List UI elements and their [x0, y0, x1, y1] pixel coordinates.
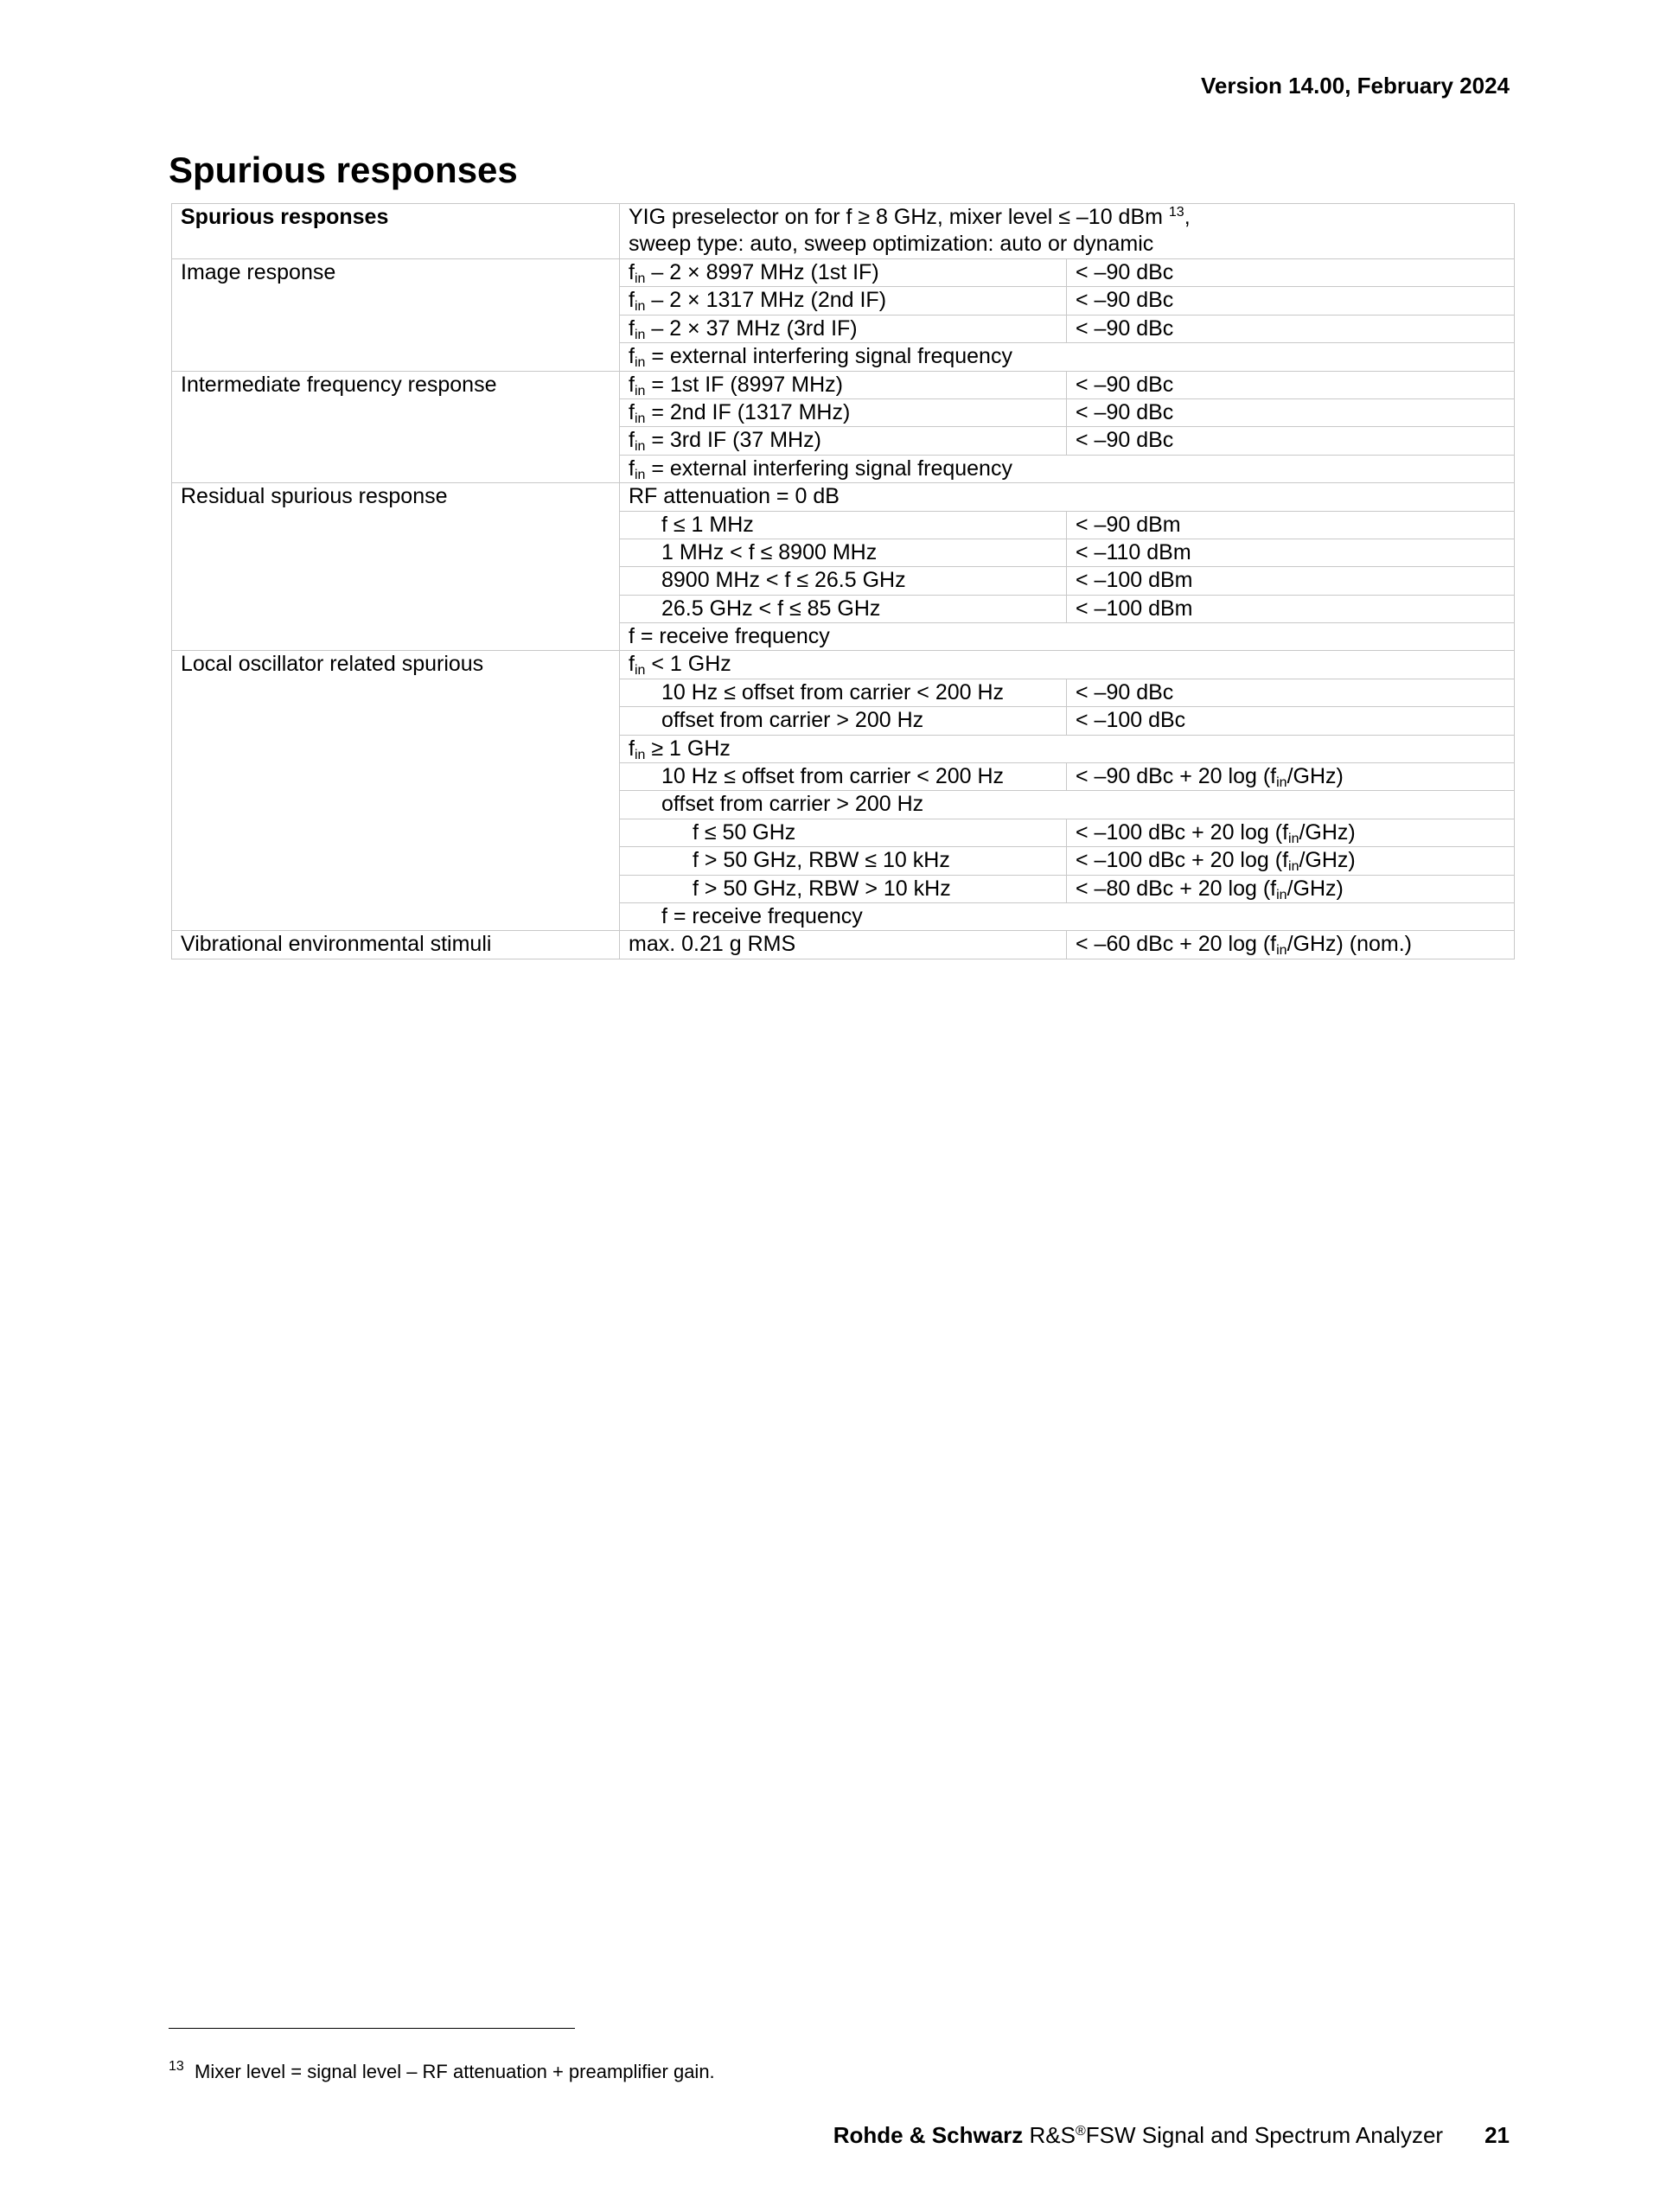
table-row: $f_{in}$ = external interfering signal frequency — [172, 455, 1515, 482]
table-row: Residual spurious response RF attenuation = 0 dB — [172, 483, 1515, 511]
footer-product: FSW Signal and Spectrum Analyzer — [1085, 2122, 1444, 2148]
footnote-text: Mixer level = signal level – RF attenuation + preamplifier gain. — [195, 2061, 715, 2082]
table-row: f ≤ 1 MHz < –90 dBm — [172, 511, 1515, 539]
table-row: f ≤ 50 GHz < –100 dBc + 20 $\log (f_{in}/GHz)$ — [172, 819, 1515, 846]
footnote — [169, 2061, 715, 2083]
table-row: offset from carrier > 200 Hz — [172, 791, 1515, 819]
vibrational-stimuli-label: Vibrational environmental stimuli — [172, 931, 620, 959]
table-row: f > 50 GHz, RBW > 10 kHz < –80 dBc + 20 $\log (f_{in}/GHz)$ — [172, 875, 1515, 902]
table-row: offset from carrier > 200 Hz < –100 dBc — [172, 707, 1515, 735]
footnote-number: 13 — [169, 2059, 184, 2074]
table-row: f > 50 GHz, RBW ≤ 10 kHz < –100 dBc + 20 $\log (f_{in}/GHz)$ — [172, 847, 1515, 875]
table-row: Vibrational environmental stimuli max. 0.21 g RMS < –60 dBc + 20 $\log (f_{in}/GHz)$ (nom.) — [172, 931, 1515, 959]
table-row: 26.5 GHz < f ≤ 85 GHz < –100 dBm — [172, 595, 1515, 622]
page-number: 21 — [1484, 2122, 1510, 2148]
header-label: Spurious responses — [172, 204, 620, 259]
table-row: 10 Hz ≤ offset from carrier < 200 Hz < –90 dBc + 20 $\log (f_{in}/GHz)$ — [172, 763, 1515, 791]
table-row: $f_{in} = 2nd$ IF (1317 MHz) < –90 dBc — [172, 398, 1515, 426]
footnote-separator — [169, 2028, 575, 2029]
table-row: Intermediate frequency response $f_{in} = 1st$ IF (8997 MHz) < –90 dBc — [172, 371, 1515, 398]
table-row: 1 MHz < f ≤ 8900 MHz < –110 dBm — [172, 539, 1515, 566]
table-row: Image response $f_{in} - 2 \times 8997$ MHz (1st IF) < –90 dBc — [172, 259, 1515, 287]
footer-brand: Rohde & Schwarz — [833, 2122, 1024, 2148]
table-row: $f_{in}$ = external interfering signal frequency — [172, 343, 1515, 371]
image-response-label: Image response — [172, 259, 620, 372]
table-row: Local oscillator related spurious $f_{in} < 1$ GHz — [172, 651, 1515, 679]
section-title: Spurious responses — [169, 150, 518, 190]
residual-spurious-label: Residual spurious response — [172, 483, 620, 651]
table-row: f = receive frequency — [172, 623, 1515, 651]
table-row: $f_{in} \ge 1$ GHz — [172, 735, 1515, 762]
table-row: $f_{in} - 2 \times 37$ MHz (3rd IF) < –90 dBc — [172, 315, 1515, 342]
table-row: f = receive frequency — [172, 902, 1515, 930]
spurious-responses-table — [171, 203, 1515, 959]
header-conditions: YIG preselector on for f ≥ 8 GHz, mixer level ≤ –10 dBm $^{13}$, sweep type: auto, sweep optimization: auto or dynamic — [620, 204, 1515, 259]
table-row: $f_{in} = 3rd$ IF (37 MHz) < –90 dBc — [172, 427, 1515, 455]
document-version: Version 14.00, February 2024 — [1201, 73, 1510, 99]
if-response-label: Intermediate frequency response — [172, 371, 620, 483]
page-footer: Rohde & Schwarz R&S®FSW Signal and Spectrum Analyzer 21 — [833, 2122, 1510, 2148]
lo-spurious-label: Local oscillator related spurious — [172, 651, 620, 931]
table-row: 8900 MHz < f ≤ 26.5 GHz < –100 dBm — [172, 567, 1515, 595]
footnote-reference: 13 — [1168, 205, 1184, 220]
table-row: 10 Hz ≤ offset from carrier < 200 Hz < –90 dBc — [172, 679, 1515, 706]
table-header-row — [172, 204, 1515, 259]
table-row: $f_{in} - 2 \times 1317$ MHz (2nd IF) < –90 dBc — [172, 287, 1515, 315]
